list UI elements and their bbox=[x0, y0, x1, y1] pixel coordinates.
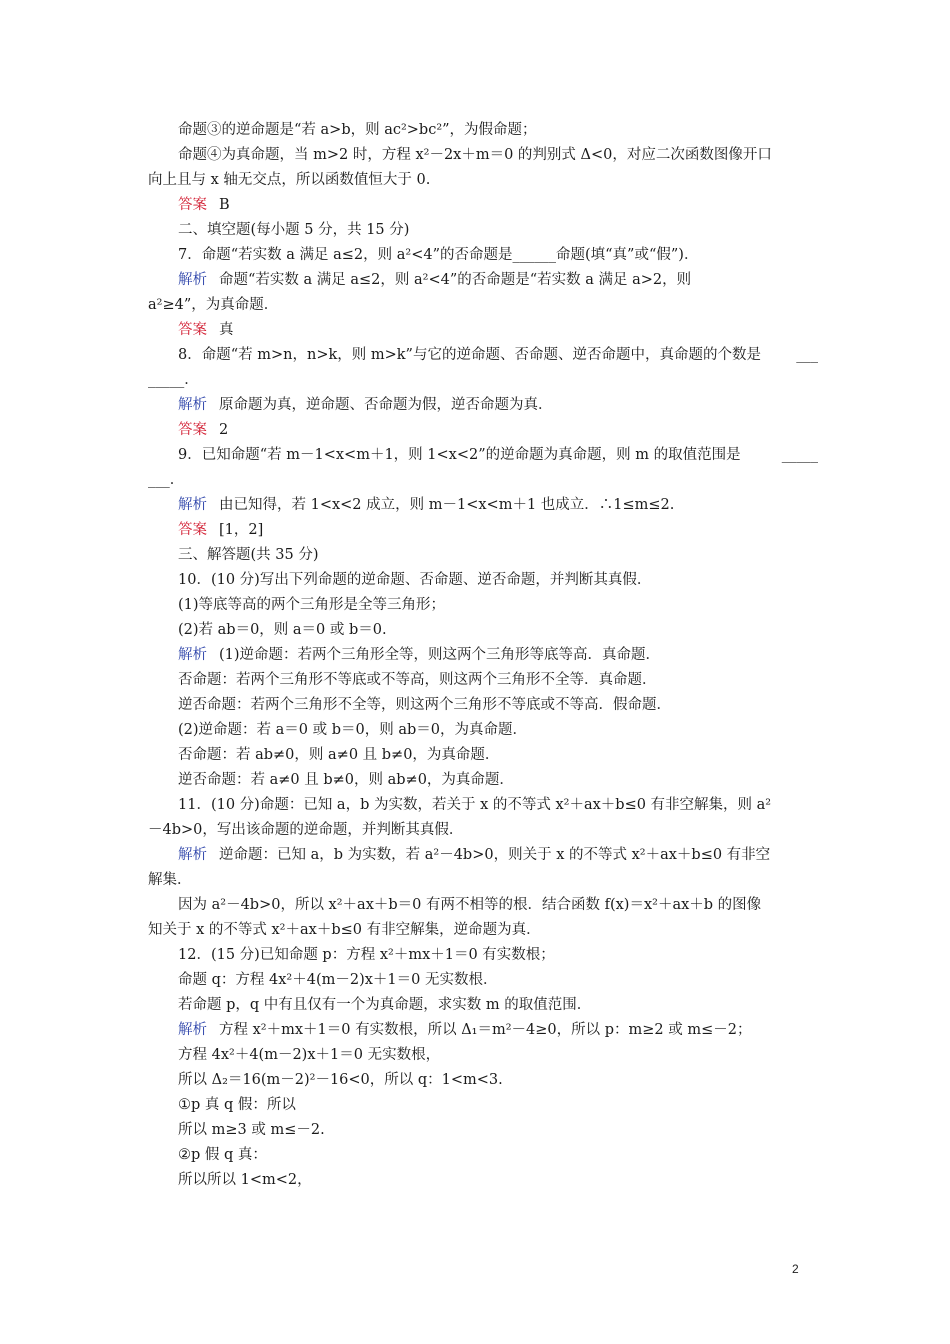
line-text: ①p 真 q 假：所以 bbox=[178, 1097, 296, 1113]
text-line bbox=[148, 368, 818, 393]
line-text: 2 bbox=[219, 422, 229, 438]
line-text: 所以 m≥3 或 m≤－2. bbox=[178, 1122, 325, 1138]
answer-blank: ___ bbox=[796, 347, 818, 363]
text-line bbox=[148, 293, 818, 318]
text-line bbox=[148, 868, 818, 893]
text-line bbox=[148, 793, 818, 818]
text-line bbox=[148, 1168, 818, 1193]
line-text: 11．(10 分)命题：已知 a，b 为实数，若关于 x 的不等式 x²＋ax＋b≤0 有非空解集，则 a² bbox=[178, 797, 772, 813]
text-line bbox=[148, 268, 818, 293]
line-text: ___． bbox=[148, 472, 185, 488]
text-line bbox=[148, 218, 818, 243]
line-text: 所以所以 1<m<2， bbox=[178, 1172, 312, 1188]
text-line bbox=[148, 1093, 818, 1118]
text-line bbox=[148, 1143, 818, 1168]
text-line bbox=[148, 243, 818, 268]
line-text: 若命题 p，q 中有且仅有一个为真命题，求实数 m 的取值范围． bbox=[178, 997, 592, 1013]
analysis-label: 解析 bbox=[178, 397, 207, 413]
text-line bbox=[148, 343, 818, 368]
line-text: 向上且与 x 轴无交点，所以函数值恒大于 0. bbox=[148, 172, 431, 188]
text-line bbox=[148, 1018, 818, 1043]
line-text: 所以 Δ₂＝16(m－2)²－16<0，所以 q：1<m<3. bbox=[178, 1072, 503, 1088]
text-line bbox=[148, 543, 818, 568]
line-text: 方程 x²＋mx＋1＝0 有实数根，所以 Δ₁＝m²－4≥0，所以 p：m≥2 或 m≤－2； bbox=[219, 1022, 752, 1038]
text-line bbox=[148, 1043, 818, 1068]
text-line bbox=[148, 893, 818, 918]
line-text: 命题 q：方程 4x²＋4(m－2)x＋1＝0 无实数根． bbox=[178, 972, 498, 988]
text-line bbox=[148, 943, 818, 968]
line-text: a²≥4”，为真命题． bbox=[148, 297, 279, 313]
text-line bbox=[148, 443, 818, 468]
page-content bbox=[148, 118, 818, 1193]
line-text: 10．(10 分)写出下列命题的逆命题、否命题、逆否命题，并判断其真假． bbox=[178, 572, 652, 588]
line-text: 命题“若实数 a 满足 a≤2，则 a²<4”的否命题是“若实数 a 满足 a>2，则 bbox=[219, 272, 692, 288]
line-text: 解集． bbox=[148, 872, 192, 888]
line-text: 逆否命题：若 a≠0 且 b≠0，则 ab≠0，为真命题． bbox=[178, 772, 514, 788]
text-line bbox=[148, 143, 818, 168]
text-line bbox=[148, 118, 818, 143]
text-line bbox=[148, 1118, 818, 1143]
answer-blank: _____ bbox=[781, 447, 818, 463]
line-text: 真 bbox=[219, 322, 234, 338]
line-text: (2)若 ab＝0，则 a＝0 或 b＝0. bbox=[178, 622, 387, 638]
text-line bbox=[148, 668, 818, 693]
analysis-label: 解析 bbox=[178, 272, 207, 288]
line-text: ②p 假 q 真： bbox=[178, 1147, 267, 1163]
text-line bbox=[148, 818, 818, 843]
line-text: _____． bbox=[148, 372, 199, 388]
text-line bbox=[148, 193, 818, 218]
line-text: 方程 4x²＋4(m－2)x＋1＝0 无实数根， bbox=[178, 1047, 441, 1063]
answer-label: 答案 bbox=[178, 422, 207, 438]
line-text: 逆否命题：若两个三角形不全等，则这两个三角形不等底或不等高．假命题． bbox=[178, 697, 671, 713]
line-text: 命题③的逆命题是“若 a>b，则 ac²>bc²”，为假命题； bbox=[178, 122, 537, 138]
line-text: 由已知得，若 1<x<2 成立，则 m－1<x<m＋1 也成立．∴1≤m≤2. bbox=[219, 497, 675, 513]
line-text: 二、填空题(每小题 5 分，共 15 分) bbox=[178, 222, 410, 238]
text-line bbox=[148, 718, 818, 743]
text-line bbox=[148, 768, 818, 793]
analysis-label: 解析 bbox=[178, 647, 207, 663]
answer-label: 答案 bbox=[178, 197, 207, 213]
line-text: 因为 a²－4b>0，所以 x²＋ax＋b＝0 有两不相等的根．结合函数 f(x)＝x²＋ax＋b 的图像 bbox=[178, 897, 762, 913]
line-text: 7．命题“若实数 a 满足 a≤2，则 a²<4”的否命题是______命题(填“真”或“假”)． bbox=[178, 247, 699, 263]
line-text: (2)逆命题：若 a＝0 或 b＝0，则 ab＝0，为真命题． bbox=[178, 722, 528, 738]
analysis-label: 解析 bbox=[178, 497, 207, 513]
line-text: 逆命题：已知 a，b 为实数，若 a²－4b>0，则关于 x 的不等式 x²＋ax＋b≤0 有非空 bbox=[219, 847, 771, 863]
line-text: 9．已知命题“若 m－1<x<m＋1，则 1<x<2”的逆命题为真命题，则 m 的取值范围是 bbox=[178, 447, 741, 463]
text-line bbox=[148, 993, 818, 1018]
text-line bbox=[148, 593, 818, 618]
text-line bbox=[148, 1068, 818, 1093]
text-line bbox=[148, 518, 818, 543]
analysis-label: 解析 bbox=[178, 847, 207, 863]
text-line bbox=[148, 918, 818, 943]
line-text: 8．命题“若 m>n，n>k，则 m>k”与它的逆命题、否命题、逆否命题中，真命题的个数是 bbox=[178, 347, 761, 363]
text-line bbox=[148, 468, 818, 493]
line-text: －4b>0，写出该命题的逆命题，并判断其真假． bbox=[148, 822, 464, 838]
page-number: 2 bbox=[792, 1262, 799, 1276]
line-text: 命题④为真命题，当 m>2 时，方程 x²－2x＋m＝0 的判别式 Δ<0，对应二次函数图像开口 bbox=[178, 147, 772, 163]
line-text: 否命题：若两个三角形不等底或不等高，则这两个三角形不全等．真命题． bbox=[178, 672, 657, 688]
line-text: (1)等底等高的两个三角形是全等三角形； bbox=[178, 597, 446, 613]
text-line bbox=[148, 968, 818, 993]
answer-label: 答案 bbox=[178, 322, 207, 338]
line-text: (1)逆命题：若两个三角形全等，则这两个三角形等底等高．真命题． bbox=[219, 647, 661, 663]
text-line bbox=[148, 843, 818, 868]
line-text: 12．(15 分)已知命题 p：方程 x²＋mx＋1＝0 有实数根； bbox=[178, 947, 555, 963]
text-line bbox=[148, 743, 818, 768]
line-text: 知关于 x 的不等式 x²＋ax＋b≤0 有非空解集，逆命题为真． bbox=[148, 922, 541, 938]
line-text: 三、解答题(共 35 分) bbox=[178, 547, 319, 563]
answer-label: 答案 bbox=[178, 522, 207, 538]
text-line bbox=[148, 393, 818, 418]
text-line bbox=[148, 418, 818, 443]
line-text: 原命题为真，逆命题、否命题为假，逆否命题为真． bbox=[219, 397, 553, 413]
text-line bbox=[148, 168, 818, 193]
line-text: [1，2] bbox=[219, 522, 264, 538]
text-line bbox=[148, 568, 818, 593]
text-line bbox=[148, 493, 818, 518]
line-text: B bbox=[219, 197, 230, 213]
analysis-label: 解析 bbox=[178, 1022, 207, 1038]
text-line bbox=[148, 643, 818, 668]
text-line bbox=[148, 618, 818, 643]
text-line bbox=[148, 693, 818, 718]
line-text: 否命题：若 ab≠0，则 a≠0 且 b≠0，为真命题． bbox=[178, 747, 500, 763]
text-line bbox=[148, 318, 818, 343]
